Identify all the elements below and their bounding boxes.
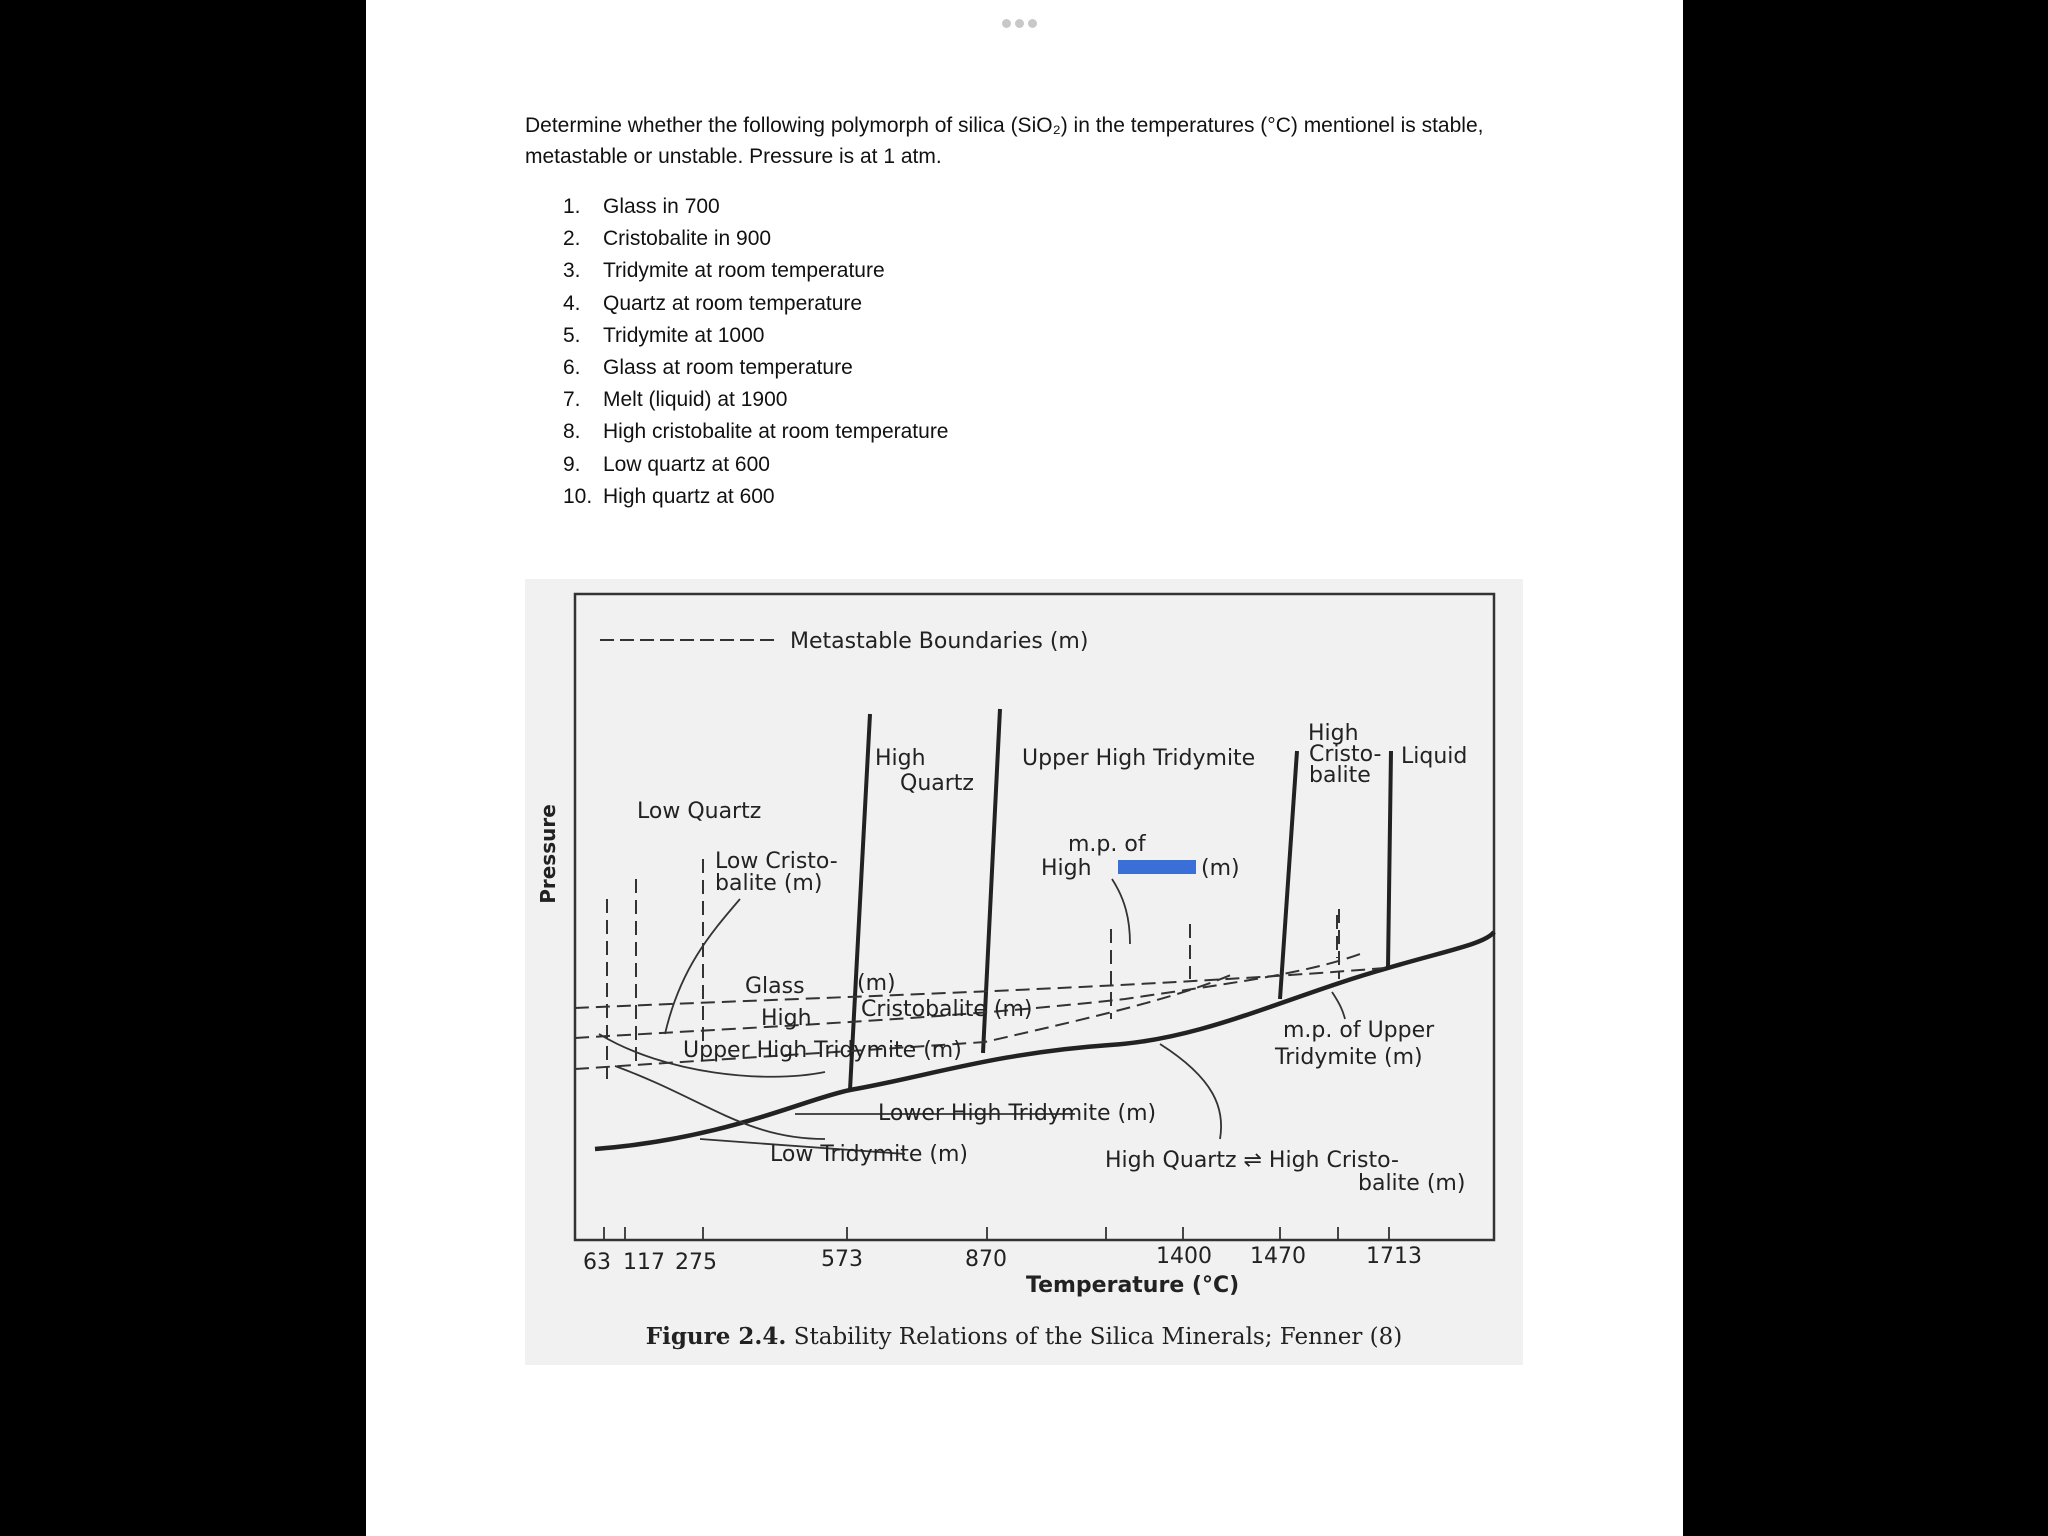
label-upper-high-tridymite: Upper High Tridymite xyxy=(1022,746,1256,771)
label-mp-m: (m) xyxy=(1201,856,1240,881)
label-upper-high-tridymite-m: Upper High Tridymite (m) xyxy=(683,1038,962,1063)
list-item: 7. Melt (liquid) at 1900 xyxy=(563,388,788,412)
question-prompt: Determine whether the following polymorph of silica (SiO₂) in the temperatures (°C) mentionel is stable, metastable or unstable. Pressure is at 1 atm. xyxy=(525,114,1484,168)
list-item: 5. Tridymite at 1000 xyxy=(563,323,765,347)
label-high-cristobalite-1: High xyxy=(1308,721,1359,746)
label-high-cristobalite-m-2: Cristobalite (m) xyxy=(861,997,1033,1022)
redaction-mark xyxy=(1118,860,1196,874)
label-low-cristobalite-1: Low Cristo- xyxy=(715,849,838,874)
plot-frame xyxy=(575,594,1494,1240)
label-low-tridymite: Low Tridymite (m) xyxy=(770,1142,968,1167)
figure-caption: Figure 2.4. Stability Relations of the Silica Minerals; Fenner (8) xyxy=(645,1323,1403,1350)
list-item: 10. High quartz at 600 xyxy=(563,484,775,508)
list-item: 6. Glass at room temperature xyxy=(563,355,853,379)
list-item: 4. Quartz at room temperature xyxy=(563,291,863,315)
x-axis-label: Temperature (°C) xyxy=(1026,1273,1240,1298)
phase-diagram xyxy=(525,579,1523,1365)
list-item: 9. Low quartz at 600 xyxy=(563,452,770,476)
label-lower-high-tridymite: Lower High Tridymite (m) xyxy=(878,1101,1157,1126)
label-mp-upper-2: Tridymite (m) xyxy=(1275,1045,1423,1070)
label-high-cristobalite-2: Cristo- xyxy=(1309,742,1382,767)
list-item: 3. Tridymite at room temperature xyxy=(563,259,885,283)
legend-label: Metastable Boundaries (m) xyxy=(790,629,1089,654)
tridymite-cristobalite-boundary xyxy=(1280,751,1297,999)
tick-label: 1400 xyxy=(1156,1244,1212,1269)
list-item: 8. High cristobalite at room temperature xyxy=(563,420,949,444)
melting-boundary xyxy=(1388,751,1391,968)
tick-label: 63 xyxy=(583,1250,611,1275)
question-list xyxy=(563,191,949,513)
list-item: 1. Glass in 700 xyxy=(563,195,720,218)
label-high-cristobalite-m-1: High xyxy=(761,1006,812,1031)
label-glass-m: (m) xyxy=(857,971,896,996)
y-axis-label: Pressure xyxy=(536,804,560,904)
tick-label: 117 xyxy=(623,1250,665,1275)
quartz-boundary xyxy=(850,714,870,1090)
tick-label: 573 xyxy=(821,1247,863,1272)
label-glass: Glass xyxy=(745,974,805,999)
tick-label: 275 xyxy=(675,1250,717,1275)
more-options-icon[interactable] xyxy=(1002,19,1037,28)
tick-label: 1713 xyxy=(1366,1244,1422,1269)
label-high-quartz-1: High xyxy=(875,746,926,771)
label-high-quartz-2: Quartz xyxy=(900,771,974,796)
x-ticks xyxy=(604,1227,1389,1240)
label-hq-hc-2: balite (m) xyxy=(1358,1171,1466,1196)
label-mp-of: m.p. of xyxy=(1068,832,1146,857)
label-liquid: Liquid xyxy=(1401,744,1468,769)
label-mp-upper-1: m.p. of Upper xyxy=(1283,1018,1435,1043)
label-low-quartz: Low Quartz xyxy=(637,799,762,824)
list-item: 2. Cristobalite in 900 xyxy=(563,227,772,251)
label-high-cristobalite-3: balite xyxy=(1309,763,1371,788)
label-hq-hc-1: High Quartz ⇌ High Cristo- xyxy=(1105,1148,1399,1173)
label-mp-high: High xyxy=(1041,856,1092,881)
tick-label: 870 xyxy=(965,1247,1007,1272)
phase-diagram-figure xyxy=(525,579,1523,1365)
label-low-cristobalite-2: balite (m) xyxy=(715,871,823,896)
tick-label: 1470 xyxy=(1250,1244,1306,1269)
